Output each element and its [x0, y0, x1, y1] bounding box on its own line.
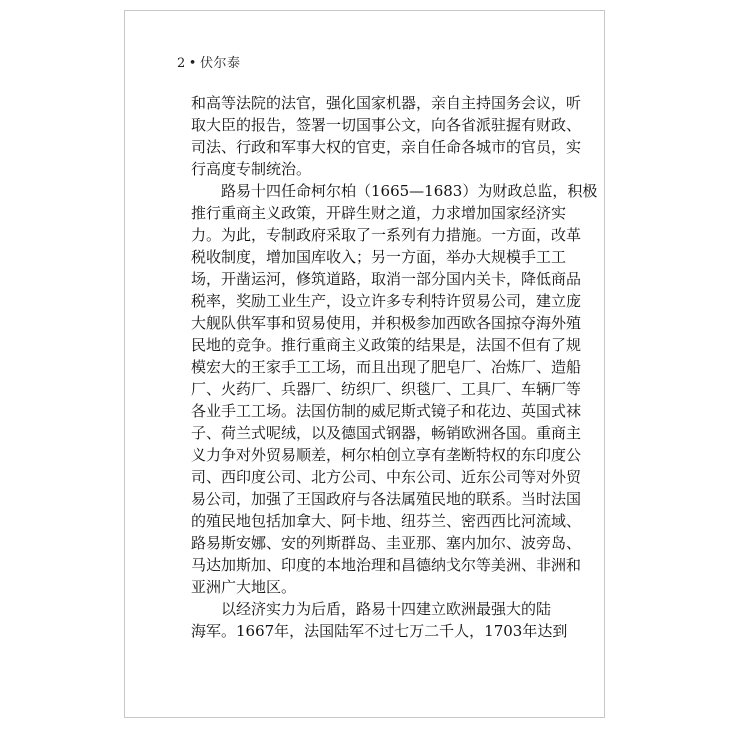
paragraph [191, 180, 598, 598]
body-text [191, 92, 598, 642]
text-line: 取大臣的报告，签署一切国事公文，向各省派驻握有财政、 [191, 116, 582, 134]
text-line: 易公司，加强了王国政府与各法属殖民地的联系。当时法国 [191, 490, 582, 508]
text-line: 司法、行政和军事大权的官吏，亲自任命各城市的官员，实 [191, 138, 582, 156]
text-line: 亚洲广大地区。 [191, 578, 297, 596]
book-page [124, 10, 605, 718]
running-title: 伏尔泰 [199, 56, 241, 71]
text-line: 民地的竞争。推行重商主义政策的结果是，法国不但有了规 [191, 336, 582, 354]
text-line: 模宏大的王家手工工场，而且出现了肥皂厂、冶炼厂、造船 [191, 358, 582, 376]
text-line: 子、荷兰式呢绒，以及德国式钢器，畅销欧洲各国。重商主 [191, 424, 582, 442]
paragraph [191, 92, 582, 180]
running-header [177, 52, 240, 71]
text-line: 税率，奖励工业生产，设立许多专利特许贸易公司，建立庞 [191, 292, 582, 310]
text-line: 力。为此，专制政府采取了一系列有力措施。一方面，改革 [191, 226, 582, 244]
text-line: 司、西印度公司、北方公司、中东公司、近东公司等对外贸 [191, 468, 582, 486]
text-line: 海军。1667年，法国陆军不过七万二千人，1703年达到 [191, 622, 568, 640]
text-line: 行高度专制统治。 [191, 160, 312, 178]
text-line: 大舰队供军事和贸易使用，并积极参加西欧各国掠夺海外殖 [191, 314, 582, 332]
text-line: 各业手工工场。法国仿制的威尼斯式镜子和花边、英国式袜 [191, 402, 582, 420]
text-line: 场，开凿运河，修筑道路，取消一部分国内关卡，降低商品 [191, 270, 582, 288]
page-number: 2 [177, 56, 186, 71]
text-line: 路易斯安娜、安的列斯群岛、圭亚那、塞内加尔、波旁岛、 [191, 534, 582, 552]
text-line: 税收制度，增加国库收入；另一方面，举办大规模手工工 [191, 248, 567, 266]
text-line: 推行重商主义政策，开辟生财之道，力求增加国家经济实 [191, 204, 567, 222]
text-line: 马达加斯加、印度的本地治理和昌德纳戈尔等美洲、非洲和 [191, 556, 582, 574]
text-line: 的殖民地包括加拿大、阿卡地、纽芬兰、密西西比河流域、 [191, 512, 582, 530]
text-line: 义力争对外贸易顺差，柯尔柏创立享有垄断特权的东印度公 [191, 446, 582, 464]
text-line: 厂、火药厂、兵器厂、纺织厂、织毯厂、工具厂、车辆厂等 [191, 380, 582, 398]
text-line: 和高等法院的法官，强化国家机器，亲自主持国务会议，听 [191, 94, 582, 112]
text-line: 以经济实力为后盾，路易十四建立欧洲最强大的陆 [221, 600, 552, 618]
text-line: 路易十四任命柯尔柏（1665—1683）为财政总监，积极 [221, 182, 598, 200]
header-separator: • [188, 56, 197, 71]
paragraph [191, 598, 568, 642]
